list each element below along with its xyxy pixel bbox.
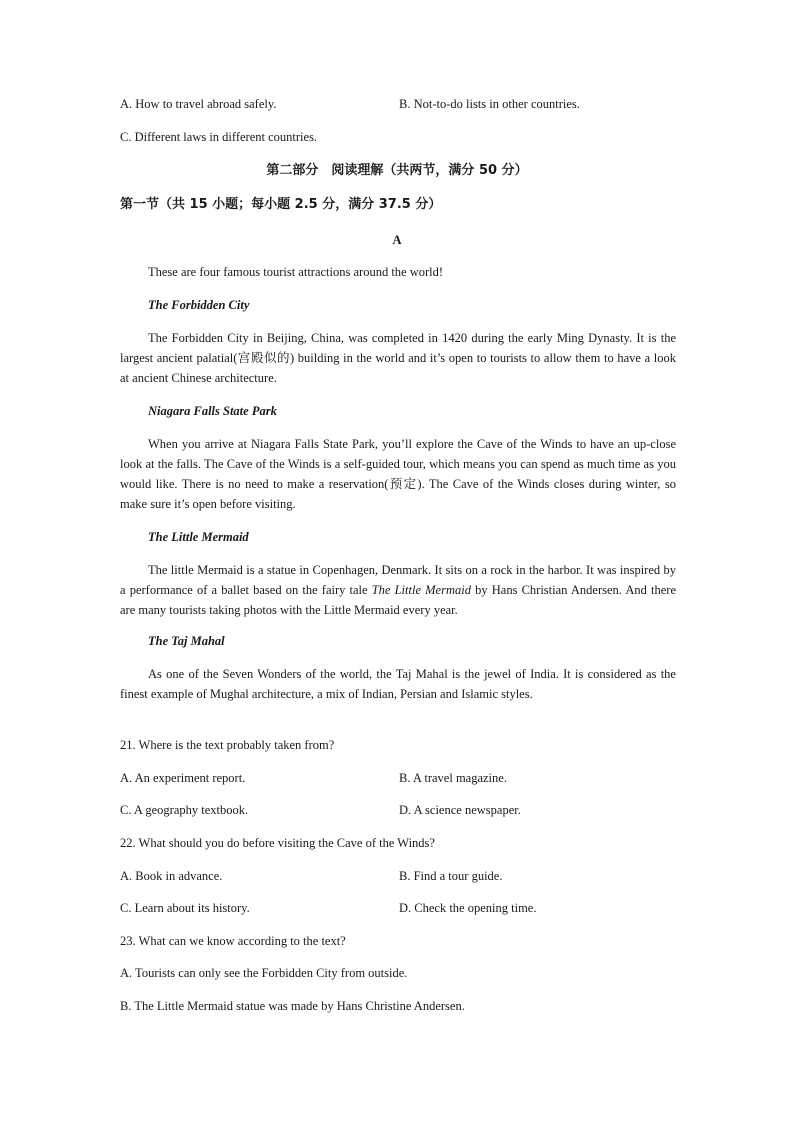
- question-21-option-d: D. A science newspaper.: [399, 803, 521, 817]
- question-22-option-c: C. Learn about its history.: [120, 901, 250, 915]
- mermaid-book-title: The Little Mermaid: [371, 583, 471, 597]
- attraction-title-taj-mahal: The Taj Mahal: [148, 634, 225, 648]
- question-22-option-a: A. Book in advance.: [120, 869, 223, 883]
- prev-option-b: B. Not-to-do lists in other countries.: [399, 97, 580, 111]
- question-21-option-c: C. A geography textbook.: [120, 803, 249, 817]
- question-23-option-a: A. Tourists can only see the Forbidden City from outside.: [120, 966, 408, 980]
- question-21-option-a: A. An experiment report.: [120, 771, 246, 785]
- attraction-text-taj-mahal: As one of the Seven Wonders of the world, the Taj Mahal is the jewel of India. It is considered as the finest example of Mughal architecture, a mix of Indian, Persian and Islamic styles.: [120, 667, 676, 701]
- attraction-text-forbidden-city: The Forbidden City in Beijing, China, was completed in 1420 during the early Ming Dynasty. It is the largest ancient palatial(宫殿似的) building in the world and it’s open to tourists to allow them to have a look at ancient Chinese architecture.: [120, 331, 676, 385]
- attraction-text-niagara: When you arrive at Niagara Falls State Park, you’ll explore the Cave of the Winds to have an up-close look at the falls. The Cave of the Winds is a self-guided tour, which means you can spend as much time as you would like. There is no need to make a reservation(预定). The Cave of the Winds closes during winter, so make sure it’s open before visiting.: [120, 437, 676, 511]
- question-23-stem: 23. What can we know according to the text?: [120, 934, 346, 948]
- prev-option-a: A. How to travel abroad safely.: [120, 97, 277, 111]
- question-21-option-b: B. A travel magazine.: [399, 771, 507, 785]
- passage-intro: These are four famous tourist attractions around the world!: [148, 265, 444, 279]
- attraction-title-forbidden-city: The Forbidden City: [148, 298, 250, 312]
- question-21-stem: 21. Where is the text probably taken from?: [120, 738, 335, 752]
- prev-option-c: C. Different laws in different countries.: [120, 130, 318, 144]
- attraction-title-niagara: Niagara Falls State Park: [148, 404, 277, 418]
- question-23-option-b: B. The Little Mermaid statue was made by Hans Christine Andersen.: [120, 999, 465, 1013]
- part-title: 第二部分 阅读理解（共两节，满分 50 分）: [266, 163, 528, 178]
- question-22-stem: 22. What should you do before visiting the Cave of the Winds?: [120, 836, 435, 850]
- passage-label: A: [392, 233, 402, 247]
- mermaid-text-part2: by Hans Christian Andersen. And there are many tourists taking photos with the Little Mermaid every year.: [120, 583, 676, 617]
- attraction-title-little-mermaid: The Little Mermaid: [148, 530, 249, 544]
- question-22-option-b: B. Find a tour guide.: [399, 869, 503, 883]
- mermaid-text-part1: The little Mermaid is a statue in Copenhagen, Denmark. It sits on a rock in the harbor. It was inspired by a performance of a ballet based on the fairy tale: [120, 563, 676, 597]
- attraction-text-little-mermaid: [120, 560, 676, 620]
- question-22-option-d: D. Check the opening time.: [399, 901, 537, 915]
- section-title: 第一节（共 15 小题；每小题 2.5 分，满分 37.5 分）: [120, 197, 442, 212]
